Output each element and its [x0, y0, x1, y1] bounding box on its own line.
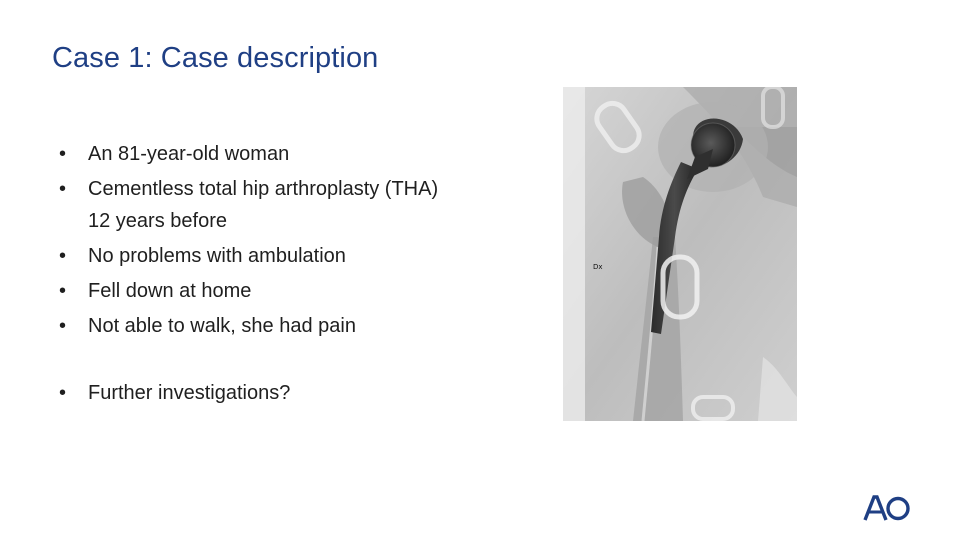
list-item — [52, 138, 552, 170]
bullet-icon: • — [59, 280, 67, 302]
bullet-list — [52, 138, 552, 412]
slide-title: Case 1: Case description — [52, 42, 379, 74]
bullet-text: Not able to walk, she had pain — [88, 315, 356, 337]
list-item — [52, 173, 552, 237]
bullet-text: Cementless total hip arthroplasty (THA) — [88, 178, 439, 200]
bullet-text: An 81-year-old woman — [88, 143, 290, 165]
bullet-icon: • — [59, 245, 67, 267]
xray-side-marker: Dx — [593, 263, 603, 271]
bullet-text: No problems with ambulation — [88, 245, 346, 267]
bullet-text: Fell down at home — [88, 280, 252, 302]
bullet-text-continuation: 12 years before — [88, 210, 227, 232]
list-item — [52, 377, 552, 409]
bullet-text: Further investigations? — [88, 382, 291, 404]
bullet-icon: • — [59, 143, 67, 165]
hip-xray-image — [563, 87, 797, 421]
xray-illustration — [563, 87, 797, 421]
list-item — [52, 275, 552, 307]
bullet-icon: • — [59, 315, 67, 337]
ao-logo — [863, 494, 911, 522]
list-item — [52, 240, 552, 272]
list-item — [52, 310, 552, 342]
bullet-icon: • — [59, 178, 67, 200]
bullet-icon: • — [59, 382, 67, 404]
